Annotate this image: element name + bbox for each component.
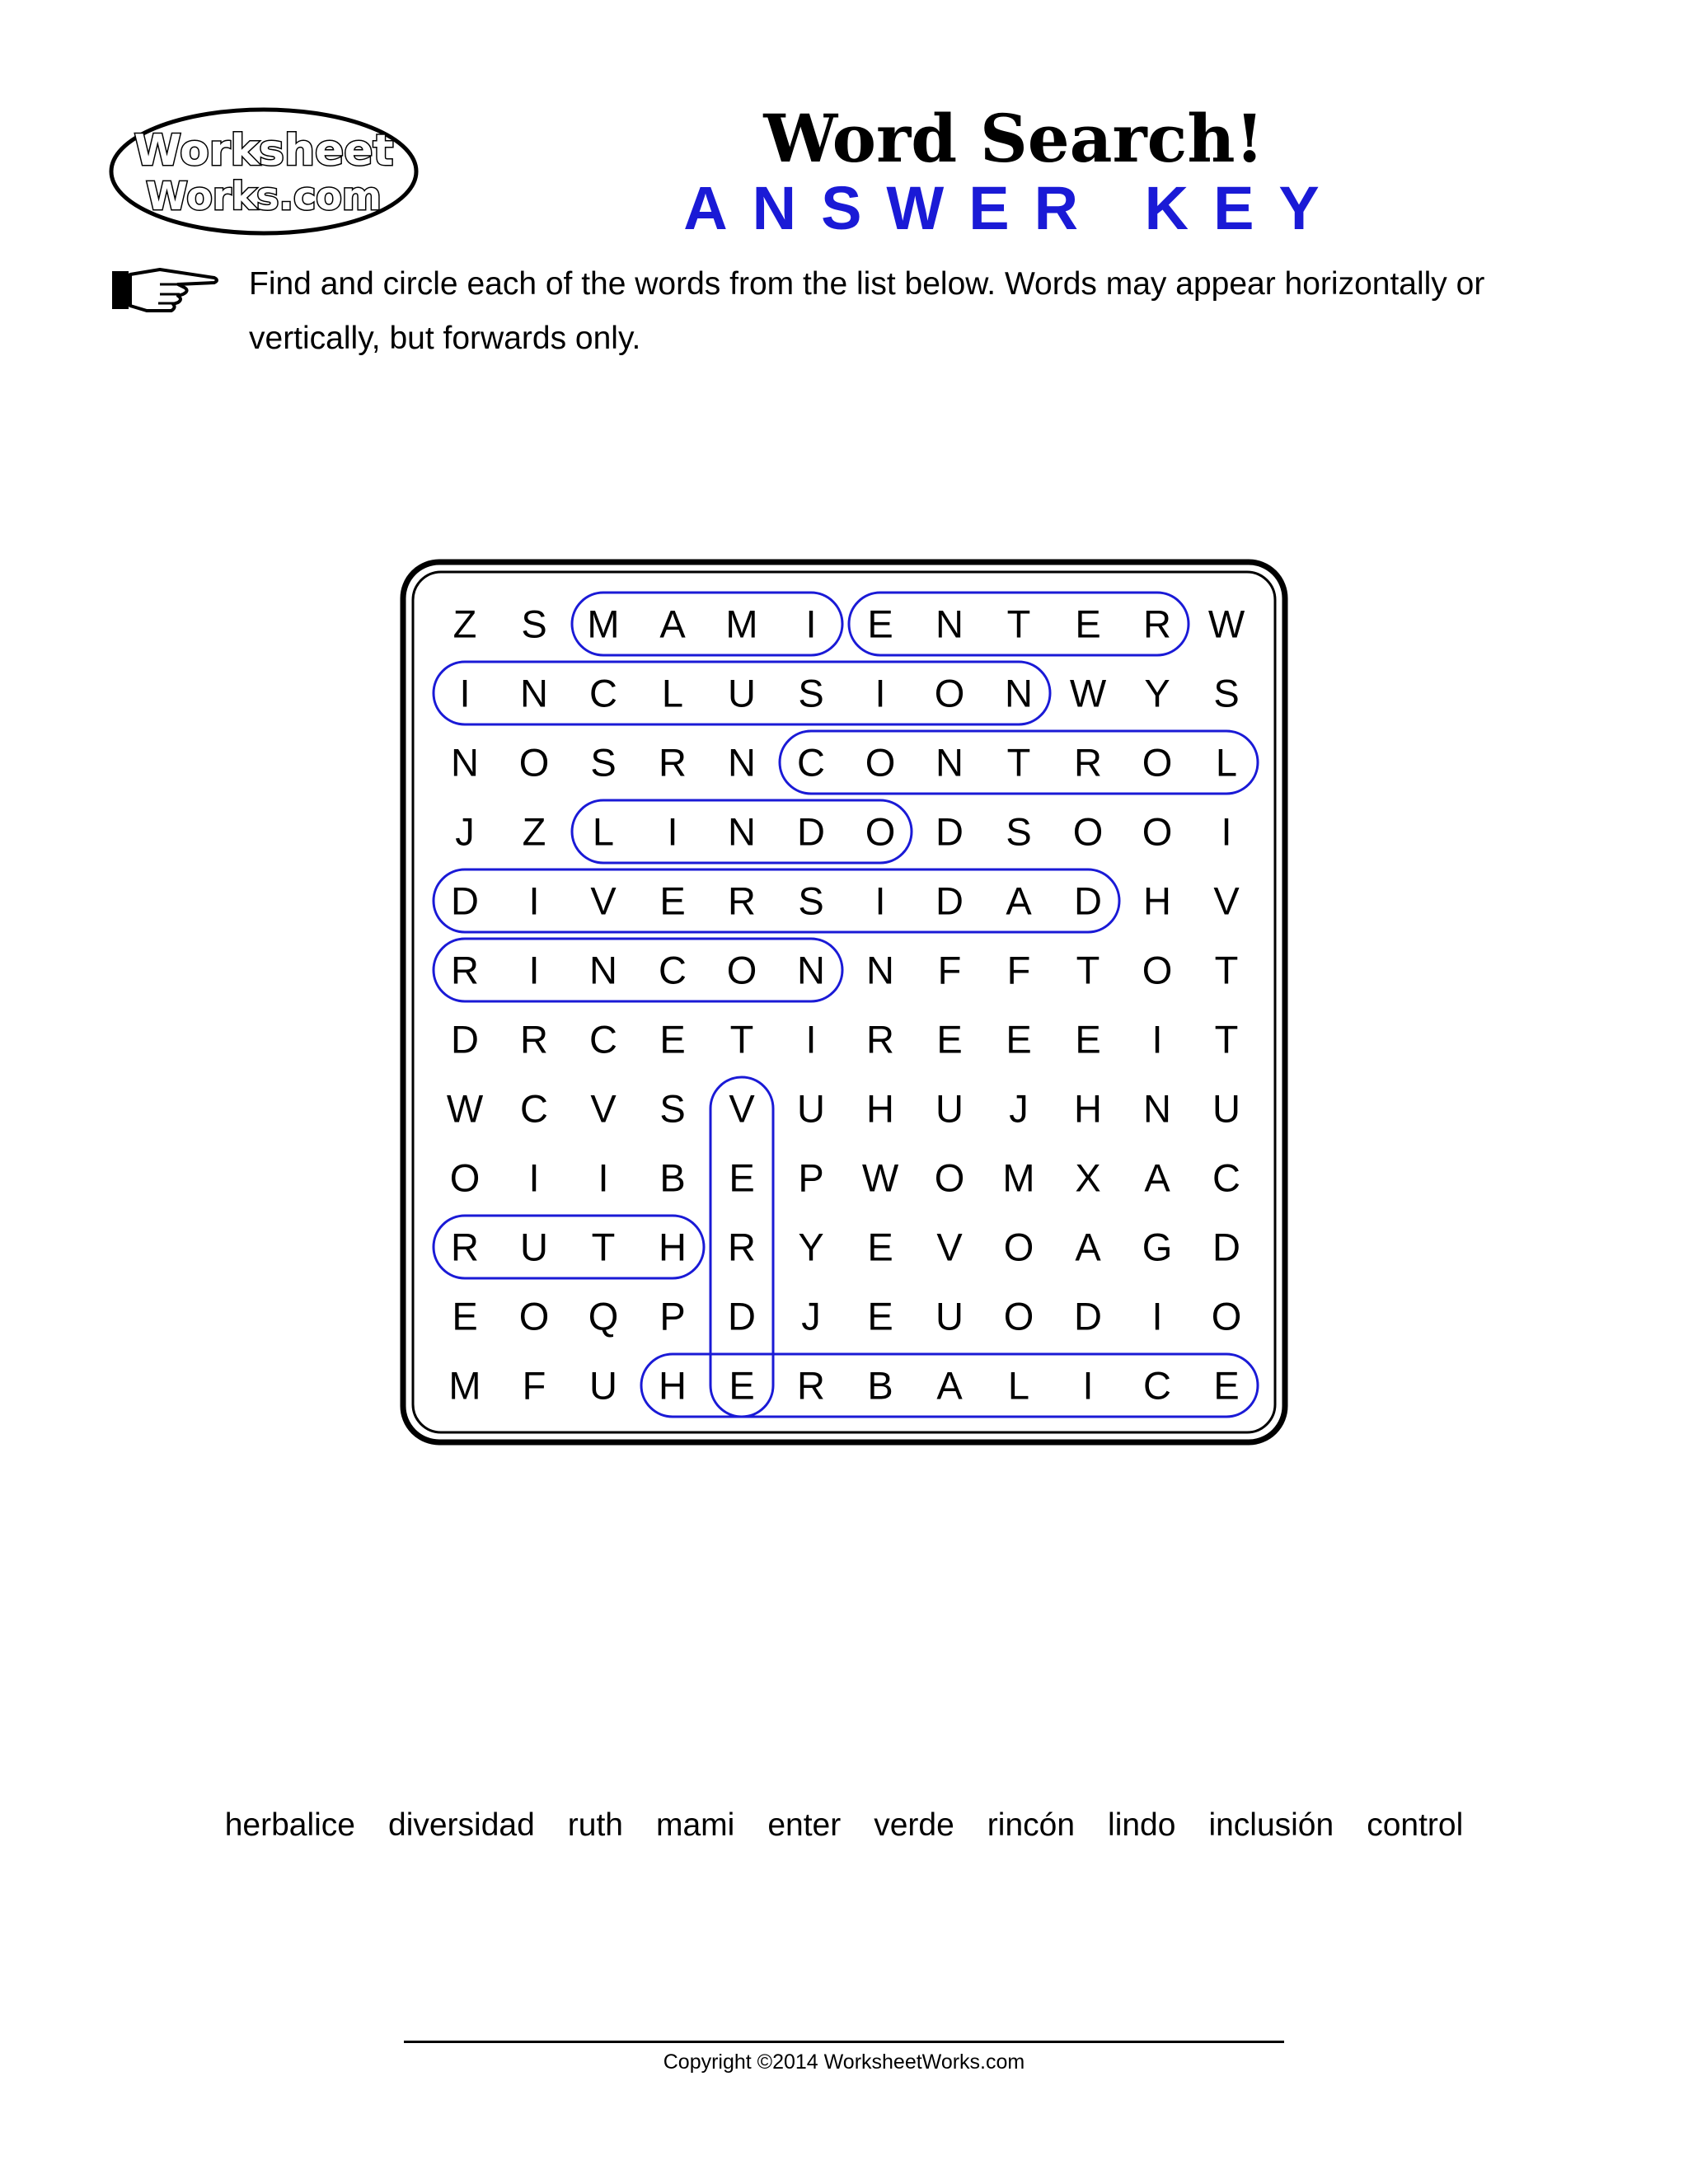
grid-cell-letter[interactable]: T [1214,948,1239,992]
grid-cell-letter[interactable]: V [590,879,617,923]
grid-cell-letter[interactable]: J [455,809,475,854]
grid-cell-letter[interactable]: Z [522,809,546,854]
grid-cell-letter[interactable]: S [798,879,824,923]
grid-cell-letter[interactable]: E [867,1225,893,1269]
grid-cell-letter[interactable]: O [1142,948,1173,992]
grid-cell-letter[interactable]: W [1207,602,1245,646]
grid-cell-letter[interactable]: R [659,740,687,785]
grid-cell-letter[interactable]: X [1075,1155,1101,1200]
grid-cell-letter[interactable]: C [520,1086,548,1131]
pointing-hand-icon [110,260,221,317]
grid-cell-letter[interactable]: I [459,671,471,715]
grid-cell-letter[interactable]: O [1142,809,1173,854]
grid-cell-letter[interactable]: E [729,1155,755,1200]
grid-cell-letter[interactable]: D [451,879,479,923]
grid-cell-letter[interactable]: D [797,809,825,854]
grid-cell-letter[interactable]: N [866,948,894,992]
grid-cell-letter[interactable]: E [936,1017,963,1062]
grid-cell-letter[interactable]: I [528,1155,540,1200]
grid-cell-letter[interactable]: T [1006,602,1031,646]
grid-cell-letter[interactable]: O [449,1155,481,1200]
grid-cell-letter[interactable]: U [1212,1086,1240,1131]
grid-cell-letter[interactable]: O [865,809,896,854]
word-list-item: lindo [1108,1807,1176,1843]
grid-cell-letter[interactable]: T [1076,948,1100,992]
grid-cell-letter[interactable]: O [934,671,965,715]
grid-cell-letter[interactable]: V [729,1086,755,1131]
grid-cell-letter[interactable]: N [451,740,479,785]
grid-cell-letter[interactable]: F [937,948,962,992]
grid-cell-letter[interactable]: A [659,602,686,646]
grid-cell-letter[interactable]: E [659,1017,686,1062]
grid-cell-letter[interactable]: E [1075,1017,1101,1062]
grid-cell-letter[interactable]: D [1074,1294,1102,1338]
word-list-item: verde [874,1807,954,1843]
grid-cell-letter[interactable]: C [589,671,617,715]
grid-cell-letter[interactable]: S [798,671,824,715]
grid-cell-letter[interactable]: S [1213,671,1240,715]
grid-cell-letter[interactable]: U [935,1294,964,1338]
grid-cell-letter[interactable]: L [1215,740,1238,785]
grid-cell-letter[interactable]: R [1074,740,1102,785]
instructions: Find and circle each of the words from the list below. Words may appear horizontally or vertically, but forwards only. [249,266,1485,356]
grid-cell-letter[interactable]: W [446,1086,484,1131]
grid-cell-letter[interactable]: W [1069,671,1107,715]
grid-cell-letter[interactable]: S [659,1086,686,1131]
grid-cell-letter[interactable]: I [1221,809,1232,854]
grid-cell-letter[interactable]: V [1213,879,1240,923]
grid-cell-letter[interactable]: R [866,1017,894,1062]
grid-cell-letter[interactable]: I [805,1017,817,1062]
answer-key-label: ANSWER KEY [683,174,1344,242]
grid-cell-letter[interactable]: I [805,602,817,646]
grid-cell-letter[interactable]: O [1142,740,1173,785]
word-list-item: diversidad [388,1807,535,1843]
grid-cell-letter[interactable]: R [728,879,756,923]
grid-cell-letter[interactable]: N [935,740,964,785]
grid-cell-letter[interactable]: Z [452,602,477,646]
grid-cell-letter[interactable]: O [1072,809,1104,854]
grid-cell-letter[interactable]: M [587,602,620,646]
grid-cell-letter[interactable]: T [1006,740,1031,785]
grid-cell-letter[interactable]: E [452,1294,478,1338]
word-list-item: mami [655,1807,735,1843]
answer-circle-rincon [434,939,842,1001]
grid-cell-letter[interactable]: H [659,1363,687,1408]
grid-cell-letter[interactable]: O [518,1294,550,1338]
grid-cell-letter[interactable]: O [518,740,550,785]
grid-cell-letter[interactable]: A [936,1363,963,1408]
grid-cell-letter[interactable]: M [725,602,758,646]
grid-cell-letter[interactable]: N [728,809,756,854]
grid-cell-letter[interactable]: V [590,1086,617,1131]
grid-cell-letter[interactable]: I [874,671,886,715]
grid-cell-letter[interactable]: F [1006,948,1031,992]
grid-cell-letter[interactable]: D [1212,1225,1240,1269]
grid-cell-letter[interactable]: I [528,879,540,923]
grid-cell-letter[interactable]: H [1074,1086,1102,1131]
grid-cell-letter[interactable]: R [451,948,479,992]
grid-cell-letter[interactable]: E [659,879,686,923]
grid-cell-letter[interactable]: L [661,671,684,715]
word-list-item: ruth [567,1807,623,1843]
grid-cell-letter[interactable]: S [1006,809,1032,854]
grid-cell-letter[interactable]: Y [798,1225,824,1269]
footer-divider [404,2041,1284,2043]
word-list-item: herbalice [224,1807,355,1843]
grid-cell-letter[interactable]: H [1143,879,1171,923]
word-list-item: rincón [987,1807,1076,1843]
grid-cell-letter[interactable]: D [451,1017,479,1062]
grid-cell-letter[interactable]: L [1007,1363,1030,1408]
grid-cell-letter[interactable]: I [874,879,886,923]
grid-cell-letter[interactable]: W [861,1155,899,1200]
grid-cell-letter[interactable]: O [1211,1294,1242,1338]
grid-cell-letter[interactable]: U [797,1086,825,1131]
grid-cell-letter[interactable]: R [797,1363,825,1408]
grid-cell-letter[interactable]: S [521,602,547,646]
grid-cell-letter[interactable]: E [867,1294,893,1338]
grid-cell-letter[interactable]: F [522,1363,546,1408]
grid-cell-letter[interactable]: D [1074,879,1102,923]
grid-cell-letter[interactable]: I [667,809,678,854]
grid-cell-letter[interactable]: U [520,1225,548,1269]
grid-cell-letter[interactable]: A [1006,879,1032,923]
grid-cell-letter[interactable]: C [1212,1155,1240,1200]
grid-cell-letter[interactable]: I [528,948,540,992]
grid-cell-letter[interactable]: I [1151,1294,1163,1338]
grid-cell-letter[interactable]: R [520,1017,548,1062]
grid-cell-letter[interactable]: T [1214,1017,1239,1062]
grid-cell-letter[interactable]: M [1002,1155,1035,1200]
grid-cell-letter[interactable]: O [1003,1225,1034,1269]
grid-cell-letter[interactable]: R [728,1225,756,1269]
grid-cell-letter[interactable]: O [934,1155,965,1200]
grid-cell-letter[interactable]: O [865,740,896,785]
grid-cell-letter[interactable]: M [448,1363,481,1408]
grid-cell-letter[interactable]: S [590,740,617,785]
grid-cell-letter[interactable]: D [935,879,964,923]
worksheetworks-logo [107,105,420,237]
grid-cell-letter[interactable]: O [1003,1294,1034,1338]
word-search-grid [399,558,1289,1446]
grid-cell-letter[interactable]: O [726,948,757,992]
word-list [0,1801,1688,1850]
page-title: Word Search! [763,100,1264,177]
grid-cell-letter[interactable]: V [936,1225,963,1269]
grid-cell-letter[interactable]: N [935,602,964,646]
grid-cell-letter[interactable]: P [798,1155,824,1200]
grid-cell-letter[interactable]: C [1143,1363,1171,1408]
grid-cell-letter[interactable]: J [1009,1086,1029,1131]
grid-cell-letter[interactable]: L [592,809,615,854]
grid-cell-letter[interactable]: N [728,740,756,785]
grid-cell-letter[interactable]: Y [1144,671,1170,715]
grid-cell-letter[interactable]: N [1143,1086,1171,1131]
grid-cell-letter[interactable]: T [591,1225,616,1269]
grid-cell-letter[interactable]: N [589,948,617,992]
grid-cell-letter[interactable]: E [867,602,893,646]
grid-cell-letter[interactable]: I [1151,1017,1163,1062]
grid-cell-letter[interactable]: D [935,809,964,854]
grid-cell-letter[interactable]: P [659,1294,686,1338]
grid-cell-letter[interactable]: E [1075,602,1101,646]
grid-cell-letter[interactable]: G [1142,1225,1173,1269]
grid-cell-letter[interactable]: T [729,1017,754,1062]
grid-cell-letter[interactable]: H [659,1225,687,1269]
grid-cell-letter[interactable]: U [935,1086,964,1131]
grid-cell-letter[interactable]: R [1143,602,1171,646]
grid-cell-letter[interactable]: D [728,1294,756,1338]
grid-cell-letter[interactable]: C [589,1017,617,1062]
grid-cell-letter[interactable]: B [659,1155,686,1200]
word-list-item: enter [767,1807,842,1843]
grid-cell-letter[interactable]: I [1082,1363,1094,1408]
grid-cell-letter[interactable]: U [728,671,756,715]
copyright: Copyright ©2014 WorksheetWorks.com [663,2050,1025,2074]
grid-cell-letter[interactable]: C [659,948,687,992]
grid-cell-letter[interactable]: Q [588,1294,619,1338]
grid-cell-letter[interactable]: A [1075,1225,1101,1269]
grid-cell-letter[interactable]: R [451,1225,479,1269]
grid-cell-letter[interactable]: N [1005,671,1033,715]
word-list-item: control [1367,1807,1464,1843]
svg-text:Works.com: Works.com [146,174,382,218]
grid-cell-letter[interactable]: J [801,1294,821,1338]
grid-cell-letter[interactable]: N [520,671,548,715]
grid-cell-letter[interactable]: N [797,948,825,992]
grid-cell-letter[interactable]: A [1144,1155,1170,1200]
grid-cell-letter[interactable]: C [797,740,825,785]
grid-cell-letter[interactable]: E [1006,1017,1032,1062]
grid-cell-letter[interactable]: U [589,1363,617,1408]
grid-cell-letter[interactable]: B [867,1363,893,1408]
grid-cell-letter[interactable]: E [729,1363,755,1408]
word-list-item: inclusión [1208,1807,1334,1843]
svg-text:Worksheet: Worksheet [134,126,394,176]
grid-cell-letter[interactable]: E [1213,1363,1240,1408]
grid-cell-letter[interactable]: I [598,1155,609,1200]
grid-cell-letter[interactable]: H [866,1086,894,1131]
